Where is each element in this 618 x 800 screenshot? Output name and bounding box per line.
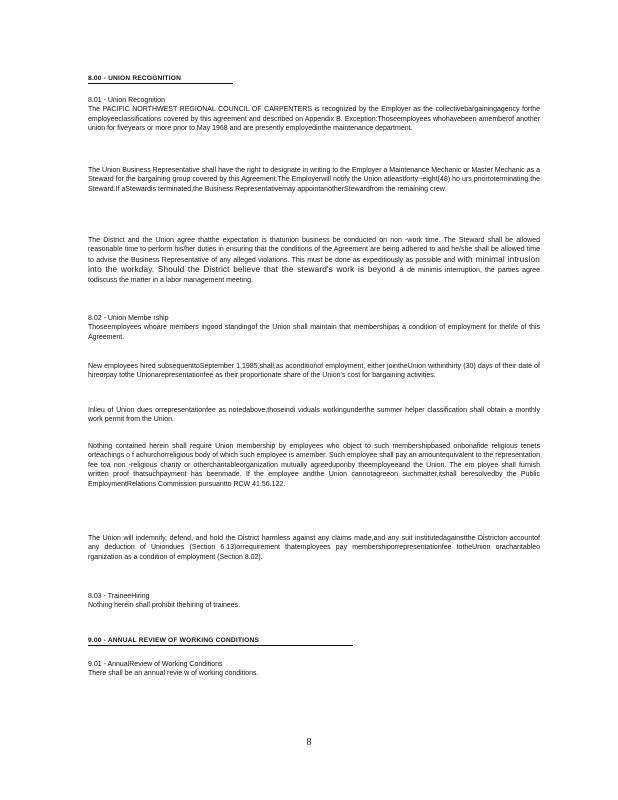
section-9-01 xyxy=(88,660,540,679)
section-heading-8-00: 8.00 - UNION RECOGNITION xyxy=(88,74,233,84)
paragraph-steward-designation: The Union Business Representative shall have the right to designate in writing to the Employer a Maintenance Mechanic or Master Mechanic as a Steward for the bargaining group covered by this Agreement.The Employerwill notify the Union atleastforty -eight(48) ho urs priortoterminating the Steward.If aStewardis terminated,the Business Representativemay appointanotherStewardfrom the remaining crew. xyxy=(88,167,540,193)
paragraph-new-employees: New employees hired subsequenttoSeptember 1,1985,shall,as aconditionof employment, either jointheUnion withinthirty (30) days of their date of hireorpay tothe Unionarepresentationfee as their proportionate share of the Union's cost for bargaining activities. xyxy=(88,363,540,380)
paragraph-union-business-emphasis: with minimal intrusion into the workday. Should the District believe that the steward's work is beyond a xyxy=(88,254,540,275)
paragraph-religious-objection: Nothing contained herein shall require Union membership by employees who object to such membershipbased onbonafide religious tenets orteachings o f achurchorreligious body of which such employee is amember. Such employee shall pay an amountequivalent to the representation fee toa non -religious charity or othercharitableorganization mutually agreeduponby theemployeeand the Union. The em ployee shall furnish written proof thatsuchpayment has beenmade. If the employee andthe Union cannotagreeon suchmatter,itshall beresolvedby the Public EmploymentRelations Commission pursuantto RCW 41.56.122. xyxy=(88,443,540,488)
subsection-heading-8-01: 8.01 - Union Recognition xyxy=(88,97,166,104)
subsection-heading-8-03: 8.03 - TraineeHiring xyxy=(88,593,150,600)
section-8-02 xyxy=(88,314,540,342)
paragraph-membership-maintenance: Thoseemployees whoare members ingood standingof the Union shall maintain that membershipas a condition of employment for thelife of this Agreement. xyxy=(88,324,540,341)
paragraph-union-business xyxy=(88,236,540,285)
section-8-01 xyxy=(88,96,540,134)
section-8-03 xyxy=(88,592,540,611)
subsection-heading-9-01: 9.01 - AnnualReview of Working Conditions xyxy=(88,661,223,668)
page-number: 8 xyxy=(306,737,312,748)
paragraph-union-recognition: The PACIFIC NORTHWEST REGIONAL COUNCIL OF CARPENTERS is recognized by the Employer as the collectivebargainingagency forthe employeeclassifications covered by this agreement and described on Appendix B. Exception:Thoseemployees whohavebeen amemberof another union for fiveyears or more prior to May 1968 and are presently employedinthe maintenance department. xyxy=(88,106,540,133)
paragraph-annual-review: There shall be an annual revie w of working conditions. xyxy=(88,670,259,678)
paragraph-trainee-hiring: Nothing herein shall prohibit thehiring of trainees. xyxy=(88,602,241,610)
paragraph-summer-helper: Inlieu of Union dues orrepresentationfee as notedabove,thoseindi viduals workingunderthe summer helper classification shall obtain a monthly work permit from the Union. xyxy=(88,407,540,424)
paragraph-union-business-end: de minimis interruption, the parties agree todiscuss the matter in a labor management meeting. xyxy=(88,267,540,284)
paragraph-union-business-text: The District and the Union agree thatthe expectation is thatunion business be conducted on non -work time. The Steward shall be allowed reasonable time to perform his/her duties in ensuring that the conditions of the Agreement are being adhered to and he/she shall be allowed time to advise the Business Representative of any alleged violations. This must be done as expeditiously as possible and xyxy=(88,237,540,264)
subsection-heading-8-02: 8.02 - Union Membe rship xyxy=(88,315,169,322)
section-heading-9-00: 9.00 - ANNUAL REVIEW OF WORKING CONDITIONS xyxy=(88,636,353,646)
paragraph-indemnify: The Union will indemnify, defend, and hold the District harmless against any claims made,and any suit institutedagainstthe Districton accountof any deduction of Uniondues (Section 6.13)orrequirement thatemployees pay membershiporrepresentationfee totheUnion oracharitableo rganization as a condition of employment (Section 8.02). xyxy=(88,535,540,561)
